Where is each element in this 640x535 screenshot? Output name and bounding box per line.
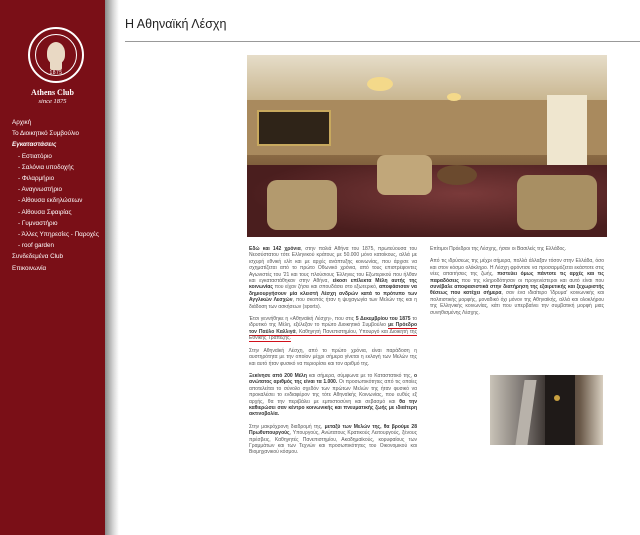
armchair-icon <box>377 155 432 195</box>
paragraph <box>249 373 417 418</box>
nav-item[interactable]: - Γυμναστήριο <box>18 219 58 227</box>
bold-text: αποφάσισαν να δημιουργήσουν μία κλειστή Λέσχη ανδρών κατά το πρότυπο των Αγγλικών Λεσχών <box>249 284 417 304</box>
club-logo[interactable] <box>28 27 84 83</box>
nav-item[interactable]: - Φιλαρμήριο <box>18 175 55 183</box>
member-suit-photo <box>490 375 603 445</box>
armchair-icon <box>267 180 337 230</box>
nav-item[interactable]: Το Διοικητικό Συμβούλιο <box>12 130 80 138</box>
paragraph <box>249 316 417 342</box>
nav-item[interactable]: - Εστιατόριο <box>18 152 52 160</box>
nav-item[interactable]: Εγκαταστάσεις <box>12 141 57 149</box>
nav-item[interactable]: - Άλλες Υπηρεσίες - Παροχές <box>18 231 99 239</box>
table-icon <box>437 165 477 185</box>
paragraph <box>249 246 417 310</box>
text-run: , Υπουργούς, Ανώτατους Κρατικούς Λειτουργούς, ξένους πρέσβεις, Καθηγητές Πανεπιστημίου, Ακαδημαϊκούς, κορυφαίους των Γραμμάτων και των Τεχνών και προσωπικότητες του Οικονομικού και Βιομηχανικού κόσμου. <box>249 430 417 456</box>
club-name: Athens Club <box>31 88 74 97</box>
nav-item[interactable]: - Σαλόνια υποδοχής <box>18 163 74 171</box>
lounge-photo <box>247 55 607 237</box>
text-run: Η Λέσχη φρόντισε να προσαρμόζεται εκάστοτε στις νέες απαιτήσεις της ζωής, <box>430 264 604 278</box>
photo-tie <box>515 380 536 445</box>
text-run: και σήμερα, σύμφωνα με το Καταστατικό της, <box>306 372 414 379</box>
title-divider <box>125 41 640 42</box>
chandelier-icon <box>447 93 461 101</box>
bold-text: πιστεύει όμως πάντοτε τις αρχές και τις παραδόσεις <box>430 271 604 284</box>
page-title: Η Αθηναϊκή Λέσχη <box>125 17 227 31</box>
nav-item[interactable]: - Αίθουσα Σφαιρίας <box>18 208 72 216</box>
text-run: , στην παλιά Αθήνα του 1875, πρωτεύουσα του Νεοσύστατου τότε Ελληνικού κράτους με 50.000 μόνο κατοίκους, αλλά με ισχυρή εθνική ελίτ και με αρχές ανάπτυξης κοινωνίας, που άρχισε να σχηματίζεται από το πρώτο Οθωνικό χρόνια, από τους επιστρέφοντες Αγωνιστές του '21 και τους πλούσιους Έλληνες του Εξωτερικού που ήλθαν και εγκαταστάθηκαν στην Αθήνα, <box>249 246 417 285</box>
bold-text: θα την καθιερώσει σαν κέντρο κοινωνικής και πνευματικής ζωής με ιδιαίτερη ακτινοβολία. <box>249 398 417 418</box>
bold-text: είκοσι επίλεκτα Μέλη αυτής της κοινωνίας <box>249 278 417 291</box>
text-run: Οι προσωπικότητες από τις οποίες αποτελείται το σύνολο σχεδόν των πρώτων Μελών της ήταν φυσικό να προκαλέσει το ενδιαφέρον της τότε Αθηναϊκής Κοινωνίας, που ευθύς εξ αρχής, θα την περιβάλει με εμπιστοσύνη και σεβασμό και <box>249 379 417 405</box>
sidebar <box>0 0 105 535</box>
paragraph <box>430 258 604 316</box>
photo-lapel <box>545 375 575 445</box>
text-run: Στην μακρόχρονη διαδρομή της, <box>249 423 325 430</box>
text-run: Από τις ιδρύσεως της μέχρι σήμερα, πολλά άλλαξαν τόσον στην Ελλάδα, όσο και στον κόσμο ολόκληρο. <box>430 258 604 271</box>
text-run: Έτσι γεννήθηκε η «Αθηναϊκή Λέσχη», που στις <box>249 316 356 323</box>
text-column-left <box>249 246 417 462</box>
text-run: Στην Αθηναϊκή Λέσχη, από το πρώτο χρόνια, είναι παράδοση η αυστηρότητα με την οποίον μέχρι σήμερα γίνεται η εκλογή των Μελών της και αυτό ήταν φυσικό να περιορίσει και τον αριθμό της. <box>249 347 417 367</box>
bold-text: ο ανώτατος αριθμός της είναι τα 1.000. <box>249 372 417 386</box>
logo-portrait-neck <box>50 60 62 70</box>
chandelier-icon <box>367 77 393 91</box>
bold-text: συνέβαλε αποφασιστικά στην διατήρηση της εξαιρετικής και ξεχωριστής θέσεως που κατέχει σήμερα <box>430 284 604 297</box>
club-since: since 1875 <box>38 98 67 105</box>
photo-window <box>547 95 587 165</box>
main-nav <box>12 117 104 274</box>
paragraph <box>249 424 417 456</box>
photo-painting <box>257 110 331 146</box>
photo-ceiling <box>247 55 607 100</box>
logo-year: 1875 <box>49 70 63 76</box>
nav-item[interactable]: - Αίθουσα εκδηλώσεων <box>18 197 83 205</box>
bold-text: Εδώ και 142 χρόνια <box>249 246 301 252</box>
text-run: , σαν ένα ιδιαίτερο 'ίδρυμα' κοινωνικής και πολιτιστικής μορφής, μοναδικό όχι μόνον της Αθηναϊκής, αλλά και ολοκλήρου της Ελληνικής κοινωνίας, κάτι που υπερβαίνει την συμβατική μορφή μιας συνηθισμένης Λέσχης. <box>430 290 604 316</box>
bold-text: με Πρόεδρο τον Παύλο Καλλιγά <box>249 322 417 335</box>
text-run: που της κληροδότησαν οι προγενέστεροι και αυτό είναι που <box>458 277 604 284</box>
nav-item[interactable]: Επικοινωνία <box>12 264 47 272</box>
text-run: Επίτιμοι Πρόεδροι της Λέσχης, ήσαν οι Βασιλείς της Ελλάδος. <box>430 246 567 252</box>
text-run: που είχαν ζήσει και σπουδάσει στο εξωτερικό, <box>272 284 379 291</box>
paragraph <box>430 246 604 252</box>
nav-item[interactable]: Αρχική <box>12 119 32 126</box>
bold-text: 5 Δεκεμβρίου του 1875 <box>355 316 411 323</box>
club-pin-icon <box>554 395 560 401</box>
nav-item[interactable]: Συνδεδεμένα Club <box>12 253 64 261</box>
sidebar-shadow <box>105 0 119 535</box>
bold-text: Ξεκίνησε από 200 Μέλη <box>249 372 307 379</box>
text-run: , που σκοπός ήταν η ψυχαγωγία των Μελών της και η διάδοση των ασκήσεων (sports). <box>249 297 417 310</box>
nav-item[interactable]: - roof garden <box>18 242 55 250</box>
paragraph <box>249 348 417 367</box>
text-run: , Καθηγητή Πανεπιστημίου, Υπουργό και Διοικητή της Εθνικής Τραπέζης. <box>249 328 417 342</box>
armchair-icon <box>517 175 597 230</box>
text-run: το ιδρυτικό της Μέλη, εξέλεξαν το πρώτο Διοικητικό Συμβούλιο <box>249 316 418 329</box>
text-column-right <box>430 246 604 322</box>
nav-item[interactable]: - Αναγνωστήριο <box>18 186 62 194</box>
bold-text: μεταξύ των Μελών της, θα βρούμε 28 Πρωθυπουργούς <box>249 423 417 437</box>
